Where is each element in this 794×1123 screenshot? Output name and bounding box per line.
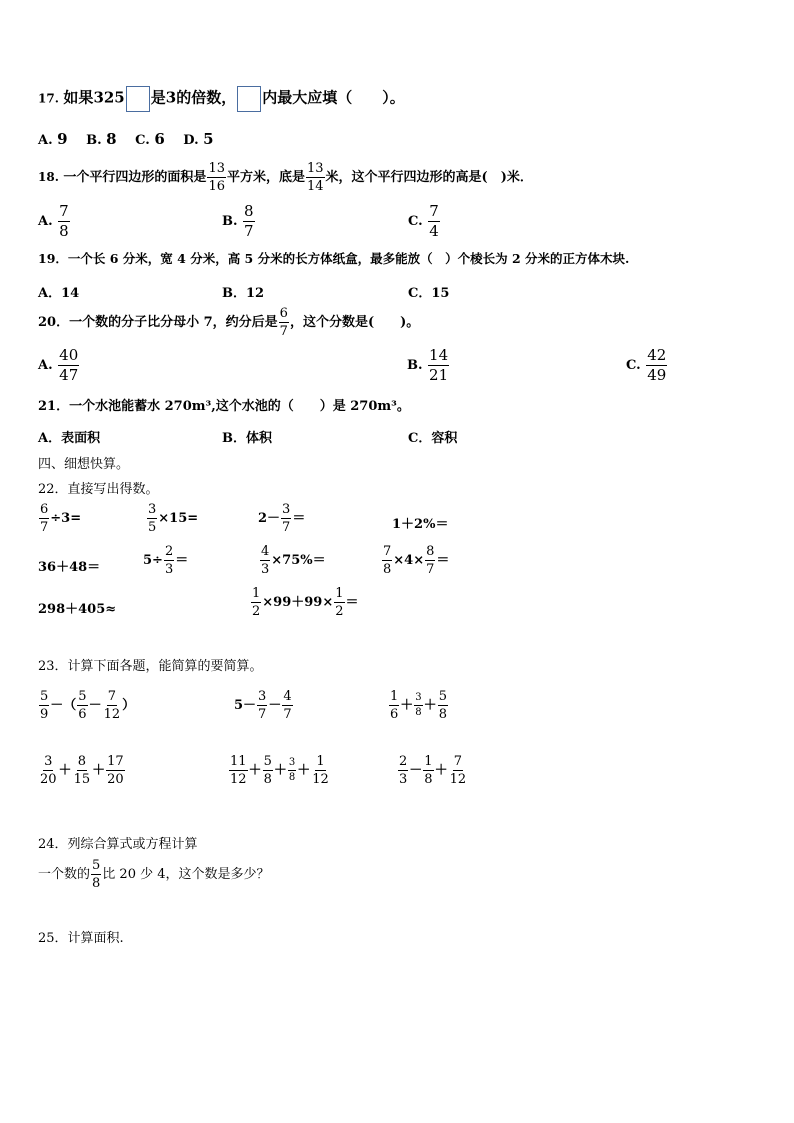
q20-option-b	[407, 348, 450, 383]
calc-expression	[259, 545, 326, 576]
operator-text: 2－	[258, 511, 281, 526]
numerator: 40	[59, 346, 79, 364]
denominator: 7	[282, 520, 291, 535]
question-25-title: 25．计算面积.	[38, 931, 124, 946]
fraction	[243, 204, 255, 239]
fraction	[73, 755, 92, 786]
option-value: 8	[106, 130, 117, 148]
fraction	[398, 755, 408, 786]
numerator: 8	[426, 544, 435, 559]
fraction	[288, 758, 296, 783]
calc-expression	[146, 503, 198, 534]
denominator: 3	[164, 562, 174, 577]
numerator: 3	[288, 758, 296, 771]
option-label: C.	[626, 358, 641, 373]
fraction	[207, 162, 226, 193]
denominator: 12	[103, 707, 121, 722]
operator-text: ×15=	[158, 511, 199, 526]
question-21: 21．一个水池能蓄水 270m³,这个水池的（ ）是 270m³。	[38, 399, 410, 414]
operator-text: －	[409, 763, 423, 778]
denominator: 49	[647, 366, 667, 384]
operator-text: －	[88, 698, 102, 713]
denominator: 6	[390, 707, 399, 722]
question-18	[38, 162, 533, 193]
operator-text: ＋	[273, 763, 287, 778]
section-heading: 四、细想快算。	[38, 457, 130, 472]
q20-option-c	[626, 348, 668, 383]
fraction	[414, 693, 422, 718]
denominator: 2	[335, 604, 344, 619]
q17-text-4: 内最大应填（ ）。	[262, 88, 405, 107]
fraction	[382, 545, 392, 576]
q20-option-a	[38, 348, 80, 383]
option-value: 6	[154, 130, 165, 148]
fraction	[423, 755, 433, 786]
denominator: 6	[78, 707, 87, 722]
fraction	[263, 755, 273, 786]
denominator: 7	[283, 707, 292, 722]
numerator: 13	[208, 161, 225, 176]
option-label: B.	[86, 133, 102, 148]
fraction	[106, 755, 125, 786]
denominator: 8	[263, 772, 272, 787]
numerator: 8	[244, 202, 254, 220]
denominator: 8	[438, 707, 447, 722]
fraction	[257, 690, 267, 721]
calc-expression	[381, 545, 449, 576]
fraction	[438, 690, 448, 721]
operator-text: ＋	[423, 698, 437, 713]
operator-text: ＝	[436, 553, 450, 568]
calc-expression	[38, 755, 126, 786]
numerator: 4	[283, 689, 292, 704]
numerator: 7	[59, 202, 69, 220]
operator-text: ＋	[248, 763, 262, 778]
numerator: 1	[424, 754, 433, 769]
numerator: 13	[307, 161, 324, 176]
denominator: 8	[415, 707, 422, 718]
q18-option-a	[38, 204, 71, 239]
fraction	[251, 587, 261, 618]
denominator: 4	[429, 222, 439, 240]
fraction	[389, 690, 399, 721]
fraction	[428, 204, 440, 239]
q20-text-2: ，这个分数是( )。	[289, 315, 420, 330]
denominator: 8	[92, 876, 101, 891]
option-label: A.	[38, 214, 53, 229]
option-label: C.	[135, 133, 150, 148]
q21-option-b: B．体积	[222, 431, 272, 446]
operator-text: ＝	[292, 511, 306, 526]
denominator: 7	[40, 520, 49, 535]
q18-text-2: 平方米，底是	[226, 170, 305, 185]
calc-expression	[143, 545, 188, 576]
question-24-text	[38, 859, 270, 890]
numerator: 3	[44, 754, 53, 769]
calc-expression	[38, 690, 135, 721]
numerator: 8	[77, 754, 86, 769]
operator-text: ÷3=	[50, 511, 82, 526]
denominator: 16	[208, 179, 225, 194]
calc-expression	[228, 755, 331, 786]
denominator: 7	[279, 324, 288, 339]
numerator: 5	[78, 689, 87, 704]
numerator: 1	[252, 586, 261, 601]
fraction	[91, 859, 101, 890]
fraction	[39, 690, 49, 721]
fraction	[164, 545, 174, 576]
option-value: 9	[57, 130, 68, 148]
denominator: 7	[244, 222, 254, 240]
fraction	[147, 503, 157, 534]
fraction	[77, 690, 87, 721]
fraction	[449, 755, 468, 786]
q17-number: 17.	[38, 91, 59, 106]
q18-text-1: 一个平行四边形的面积是	[63, 170, 207, 185]
fraction	[39, 755, 58, 786]
numerator: 3	[148, 502, 157, 517]
operator-text: ＋	[92, 763, 106, 778]
calc-expression	[250, 587, 359, 618]
operator-text: ＋	[58, 763, 72, 778]
operator-text: ×4×	[393, 553, 425, 568]
numerator: 7	[429, 202, 439, 220]
calc-expression	[258, 503, 305, 534]
operator-text: ＝	[175, 553, 189, 568]
calc-expression	[234, 690, 294, 721]
denominator: 9	[40, 707, 49, 722]
question-17	[38, 86, 405, 112]
fraction	[58, 348, 79, 383]
fraction	[260, 545, 270, 576]
fraction	[229, 755, 248, 786]
q19-option-a: A．14	[38, 286, 80, 301]
fraction	[58, 204, 70, 239]
numerator: 2	[399, 754, 408, 769]
denominator: 3	[261, 562, 270, 577]
q24-text-1: 一个数的	[38, 867, 91, 882]
operator-text: ×99＋99×	[262, 595, 334, 610]
option-label: B.	[222, 214, 238, 229]
denominator: 21	[429, 366, 449, 384]
denominator: 2	[252, 604, 261, 619]
denominator: 15	[73, 772, 91, 787]
fraction	[39, 503, 49, 534]
option-label: D.	[183, 133, 199, 148]
operator-text: ＝	[345, 595, 359, 610]
numerator: 1	[316, 754, 325, 769]
answer-box-1[interactable]	[126, 86, 150, 112]
fraction	[281, 503, 291, 534]
fraction	[279, 307, 289, 338]
denominator: 5	[148, 520, 157, 535]
option-label: A.	[38, 133, 53, 148]
fraction	[103, 690, 122, 721]
denominator: 20	[107, 772, 124, 787]
calc-expression: 298＋405≈	[38, 602, 117, 617]
numerator: 14	[429, 346, 449, 364]
denominator: 7	[258, 707, 267, 722]
calc-expression	[38, 503, 81, 534]
fraction	[428, 348, 449, 383]
operator-text: 5－	[234, 698, 257, 713]
denominator: 47	[59, 366, 79, 384]
q17-number-325: 325	[93, 88, 125, 107]
q19-option-b: B．12	[222, 286, 265, 301]
operator-text: ＋	[297, 763, 311, 778]
numerator: 3	[414, 693, 422, 706]
answer-box-2[interactable]	[237, 86, 261, 112]
numerator: 3	[258, 689, 267, 704]
q24-text-2: 比 20 少 4，这个数是多少？	[102, 867, 270, 882]
q18-option-b	[222, 204, 256, 239]
fraction	[646, 348, 667, 383]
option-label: C.	[408, 214, 423, 229]
numerator: 42	[647, 346, 667, 364]
numerator: 5	[438, 689, 447, 704]
numerator: 5	[40, 689, 49, 704]
fraction	[306, 162, 325, 193]
denominator: 8	[288, 772, 296, 783]
question-20	[38, 307, 419, 338]
fraction	[334, 587, 344, 618]
q19-option-c: C．15	[408, 286, 450, 301]
calc-expression: 1＋2%＝	[392, 517, 449, 532]
q18-text-3: 米，这个平行四边形的高是( )米．	[325, 170, 533, 185]
denominator: 14	[307, 179, 324, 194]
operator-text: －（	[50, 698, 77, 713]
numerator: 1	[390, 689, 399, 704]
denominator: 3	[399, 772, 408, 787]
calc-expression: 36＋48＝	[38, 560, 101, 575]
q18-option-c	[408, 204, 441, 239]
fraction	[282, 690, 292, 721]
q17-number-3: 3	[165, 88, 177, 107]
question-23-title: 23．计算下面各题，能简算的要简算。	[38, 659, 263, 674]
option-value: 5	[203, 130, 214, 148]
calc-expression	[397, 755, 468, 786]
numerator: 6	[40, 502, 49, 517]
question-22-title: 22．直接写出得数。	[38, 482, 159, 497]
q21-option-c: C．容积	[408, 431, 458, 446]
numerator: 11	[230, 754, 247, 769]
q20-text-1: 20．一个数的分子比分母小 7，约分后是	[38, 315, 278, 330]
question-19: 19．一个长 6 分米，宽 4 分米，高 5 分米的长方体纸盒，最多能放（ ）个棱长为 2 分米的正方体木块.	[38, 251, 630, 266]
operator-text: －	[268, 698, 282, 713]
numerator: 1	[335, 586, 344, 601]
fraction	[311, 755, 330, 786]
numerator: 5	[263, 754, 272, 769]
operator-text: ）	[122, 698, 136, 713]
q18-number: 18.	[38, 170, 59, 184]
denominator: 12	[449, 772, 467, 787]
denominator: 8	[383, 562, 392, 577]
q21-option-a: A．表面积	[38, 431, 101, 446]
denominator: 7	[426, 562, 435, 577]
numerator: 6	[279, 306, 288, 321]
q17-text-3: 的倍数，	[176, 88, 237, 107]
numerator: 2	[164, 544, 174, 559]
operator-text: ＋	[434, 763, 448, 778]
fraction	[425, 545, 435, 576]
q17-text-2: 是	[150, 88, 166, 107]
denominator: 8	[424, 772, 433, 787]
q17-text-1: 如果	[63, 88, 94, 107]
numerator: 7	[383, 544, 392, 559]
option-label: B.	[407, 358, 423, 373]
operator-text: 5÷	[143, 553, 163, 568]
denominator: 8	[59, 222, 69, 240]
numerator: 17	[107, 754, 124, 769]
numerator: 7	[453, 754, 462, 769]
denominator: 20	[40, 772, 57, 787]
option-label: A.	[38, 358, 53, 373]
operator-text: ×75%＝	[271, 553, 326, 568]
denominator: 12	[230, 772, 247, 787]
denominator: 12	[312, 772, 329, 787]
numerator: 5	[92, 858, 101, 873]
numerator: 4	[261, 544, 270, 559]
calc-expression	[388, 690, 449, 721]
operator-text: ＋	[400, 698, 414, 713]
numerator: 7	[107, 689, 116, 704]
question-24-title: 24．列综合算式或方程计算	[38, 837, 198, 852]
numerator: 3	[282, 502, 291, 517]
q17-options	[38, 130, 214, 148]
